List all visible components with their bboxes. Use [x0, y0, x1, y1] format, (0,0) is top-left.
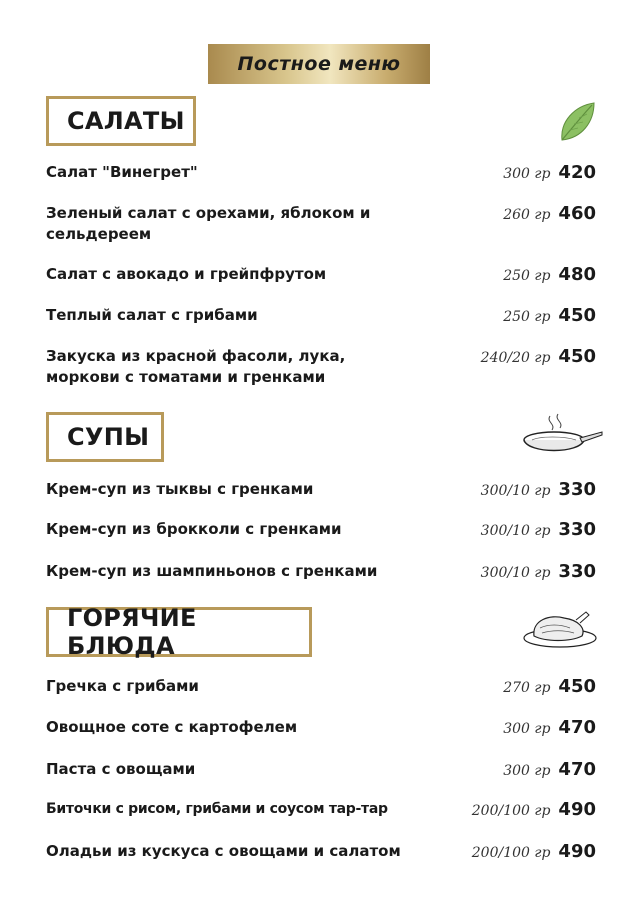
item-name: Крем-суп из шампиньонов с гренками	[46, 562, 378, 580]
section-header-soups	[46, 412, 164, 462]
menu-item	[46, 759, 596, 780]
menu-item	[46, 264, 596, 285]
menu-item	[46, 519, 596, 540]
section-header-salads	[46, 96, 196, 146]
item-price: 470	[558, 717, 596, 738]
item-price: 330	[558, 479, 596, 500]
item-name: Биточки с рисом, грибами и соусом тар-тар	[46, 801, 388, 817]
roast-chicken-icon	[520, 606, 600, 656]
item-name: Крем-суп из брокколи с гренками	[46, 520, 342, 538]
item-weight: 300 гр	[503, 166, 551, 182]
item-weight: 260 гр	[503, 207, 551, 223]
menu-item	[46, 305, 596, 326]
soup-bowl-icon	[520, 410, 604, 464]
item-price: 460	[558, 203, 596, 224]
item-price: 490	[558, 799, 596, 820]
menu-title: Постное меню	[237, 53, 401, 75]
section-title: СУПЫ	[67, 423, 150, 451]
item-price: 420	[558, 162, 596, 183]
item-name: Крем-суп из тыквы с гренками	[46, 480, 314, 498]
section-title: САЛАТЫ	[67, 107, 185, 135]
menu-item	[46, 162, 596, 183]
menu-item	[46, 346, 596, 388]
menu-title-banner	[208, 44, 430, 84]
item-name: Салат с авокадо и грейпфрутом	[46, 265, 327, 283]
menu-item	[46, 799, 596, 820]
item-price: 450	[558, 346, 596, 367]
item-weight: 300/10 гр	[480, 523, 551, 539]
item-price: 450	[558, 305, 596, 326]
item-weight: 300 гр	[503, 721, 551, 737]
item-weight: 240/20 гр	[480, 350, 551, 366]
item-weight: 300/10 гр	[480, 483, 551, 499]
item-name: Овощное соте с картофелем	[46, 718, 298, 736]
menu-item	[46, 717, 596, 738]
menu-item	[46, 203, 596, 245]
menu-item	[46, 561, 596, 582]
item-name: Паста с овощами	[46, 760, 196, 778]
basil-leaf-icon	[556, 100, 598, 148]
section-header-hot-dishes	[46, 604, 312, 660]
item-price: 450	[558, 676, 596, 697]
item-weight: 200/100 гр	[471, 803, 551, 819]
item-name: Теплый салат с грибами	[46, 306, 258, 324]
item-weight: 270 гр	[503, 680, 551, 696]
item-name: Зеленый салат с орехами, яблоком и сельдереем	[46, 204, 371, 243]
menu-item	[46, 841, 596, 862]
item-price: 330	[558, 561, 596, 582]
item-weight: 250 гр	[503, 309, 551, 325]
item-weight: 300/10 гр	[480, 565, 551, 581]
section-title: ГОРЯЧИЕ БЛЮДА	[67, 604, 197, 660]
menu-item	[46, 676, 596, 697]
item-weight: 200/100 гр	[471, 845, 551, 861]
item-weight: 300 гр	[503, 763, 551, 779]
item-name: Гречка с грибами	[46, 677, 199, 695]
item-price: 490	[558, 841, 596, 862]
item-price: 330	[558, 519, 596, 540]
item-name: Закуска из красной фасоли, лука, моркови с томатами и гренками	[46, 347, 346, 386]
item-name: Салат "Винегрет"	[46, 163, 198, 181]
menu-item	[46, 479, 596, 500]
item-name: Оладьи из кускуса с овощами и салатом	[46, 842, 401, 860]
item-price: 470	[558, 759, 596, 780]
item-price: 480	[558, 264, 596, 285]
item-weight: 250 гр	[503, 268, 551, 284]
